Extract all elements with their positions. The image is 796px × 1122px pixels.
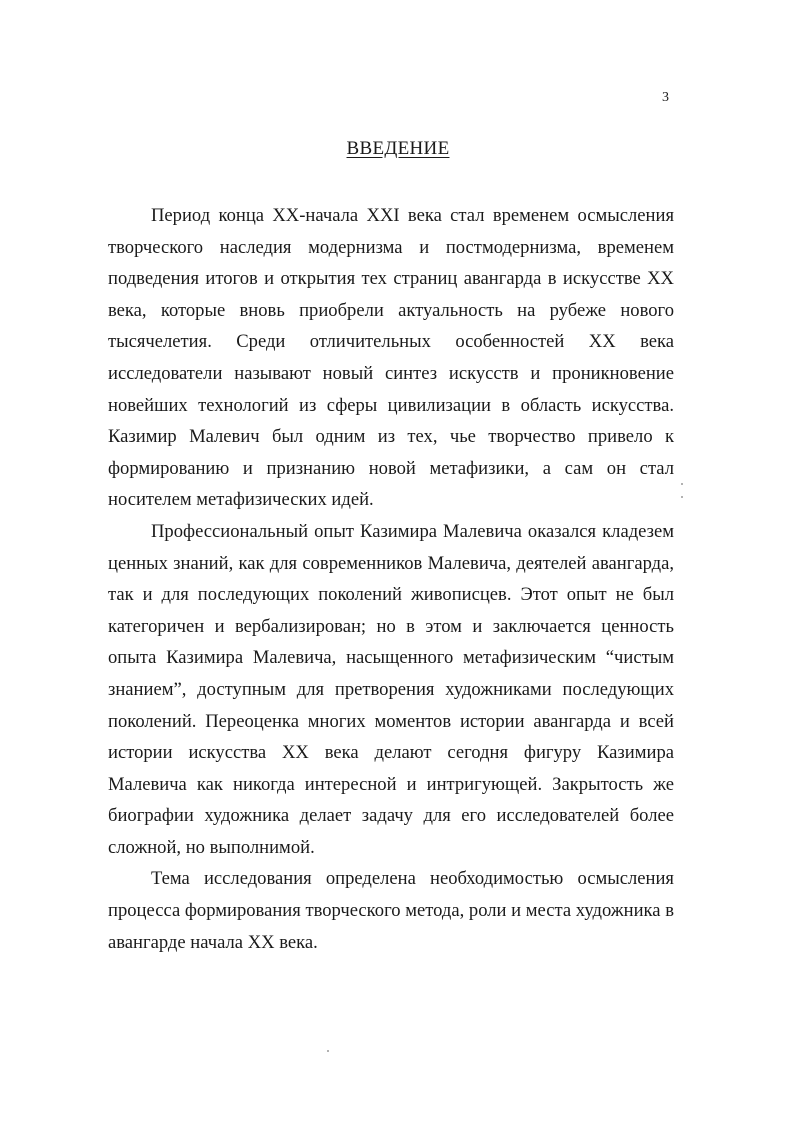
page-number: 3: [662, 90, 669, 105]
body-text: [108, 200, 674, 958]
paragraph-2: Профессиональный опыт Казимира Малевича оказался кладезем ценных знаний, как для современников Малевича, деятелей авангарда, так и для последующих поколений живописцев. Этот опыт не был категоричен и вербализирован; но в этом и заключается ценность опыта Казимира Малевича, насыщенного метафизическим “чистым знанием”, доступным для претворения художниками последующих поколений. Переоценка многих моментов истории авангарда и всей истории искусства XX века делают сегодня фигуру Казимира Малевича как никогда интересной и интригующей. Закрытость же биографии художника делает задачу для его исследователей более сложной, но выполнимой.: [108, 520, 674, 858]
paragraph-3: Тема исследования определена необходимостью осмысления процесса формирования творческого метода, роли и места художника в авангарде начала XX века.: [108, 868, 674, 953]
paragraph-1: Период конца XX-начала XXI века стал временем осмысления творческого наследия модернизма и постмодернизма, временем подведения итогов и открытия тех страниц авангарда в искусстве XX века, которые вновь приобрели актуальность на рубеже нового тысячелетия. Среди отличительных особенностей XX века исследователи называют новый синтез искусств и проникновение новейших технологий из сферы цивилизации в область искусства. Казимир Малевич был одним из тех, чье творчество привело к формированию и признанию новой метафизики, а сам он стал носителем метафизических идей.: [108, 205, 674, 511]
scan-speck: [681, 483, 683, 485]
scan-speck: [681, 496, 683, 498]
section-title: ВВЕДЕНИЕ: [346, 138, 450, 159]
scan-speck: [327, 1050, 329, 1052]
